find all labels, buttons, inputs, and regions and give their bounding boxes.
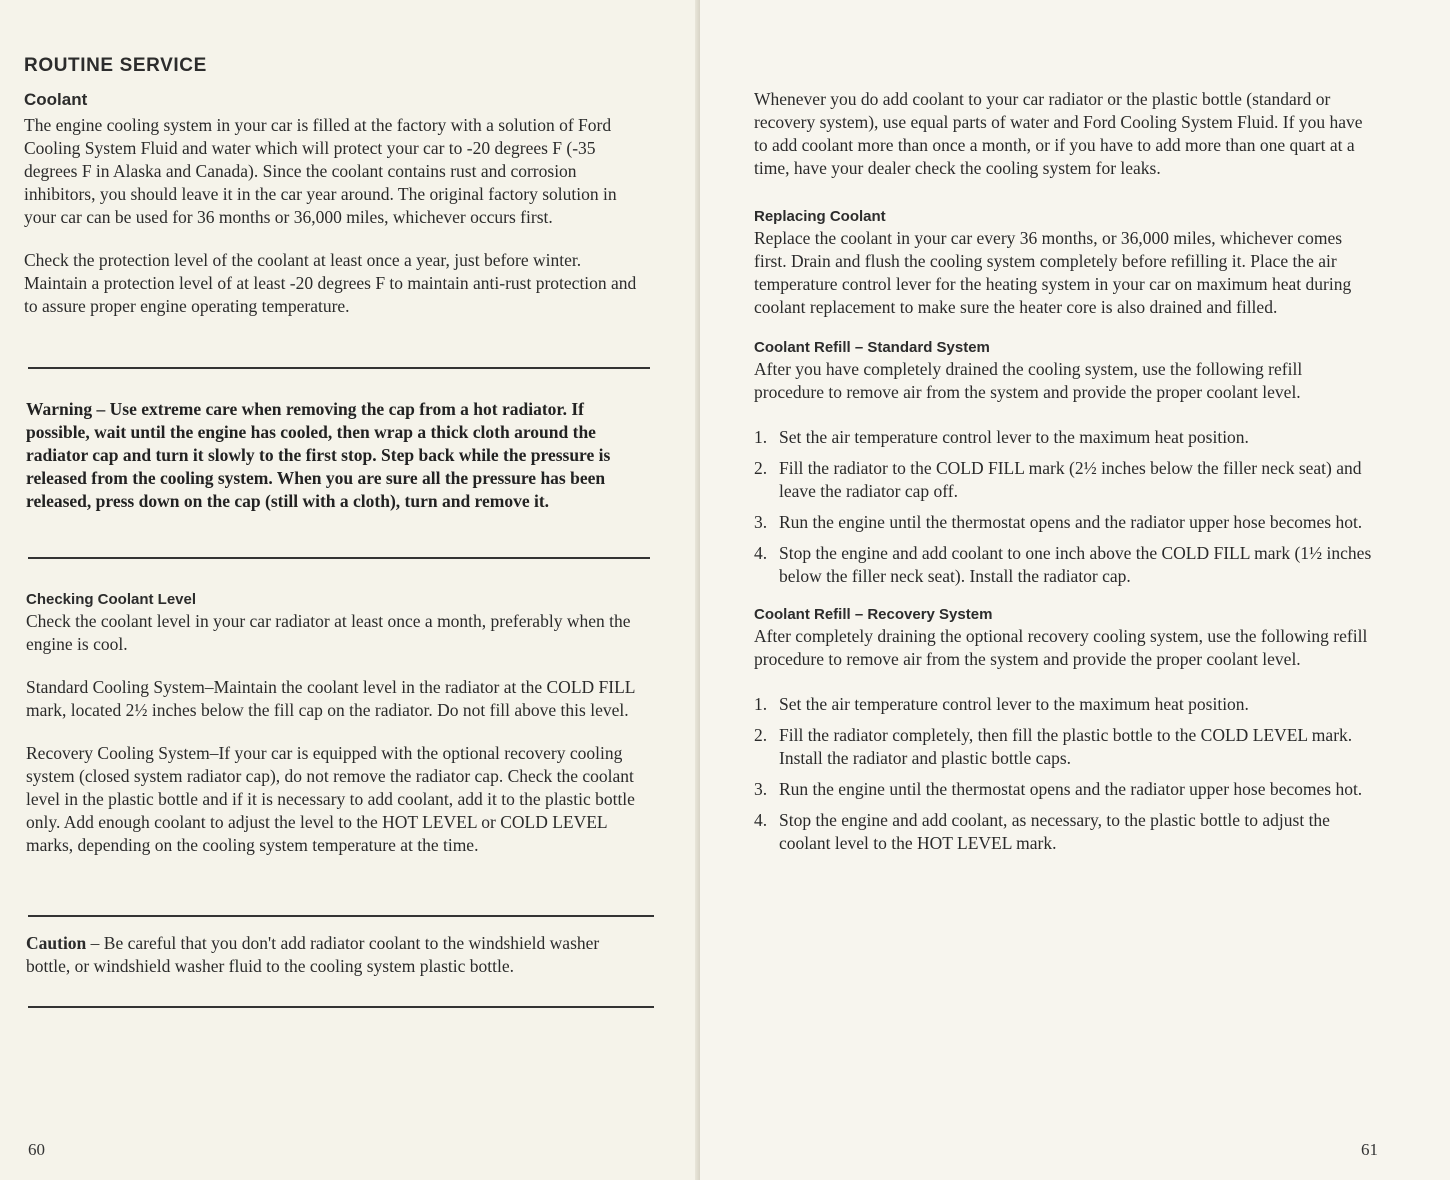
recovery-step-4 <box>754 809 1372 855</box>
step-text: Set the air temperature control lever to the maximum heat position. <box>779 427 1249 447</box>
standard-refill-steps <box>754 426 1372 588</box>
warning-top-rule <box>28 367 650 369</box>
recovery-step-2 <box>754 724 1372 770</box>
step-number: 3. <box>754 512 768 532</box>
caution-text: – Be careful that you don't add radiator coolant to the windshield washer bottle, or windshield washer fluid to the cooling system plastic bottle. <box>26 933 600 976</box>
step-text: Run the engine until the thermostat opens and the radiator upper hose becomes hot. <box>779 512 1363 532</box>
coolant-heading: Coolant <box>24 90 88 109</box>
recovery-step-1 <box>754 693 1372 716</box>
right-content <box>754 88 1372 863</box>
replacing-coolant-heading: Replacing Coolant <box>754 208 886 225</box>
step-number: 4. <box>754 810 768 830</box>
page-number-left: 60 <box>28 1140 45 1159</box>
page-number-right: 61 <box>1361 1140 1378 1159</box>
coolant-section <box>24 90 644 318</box>
replacing-coolant-paragraph: Replace the coolant in your car every 36 months, or 36,000 miles, whichever comes first. Drain and flush the cooling system completely before refilling it. Place the air temperature control lever for the heating system in your car on maximum heat during coolant replacement to make sure the heater core is also drained and filled. <box>754 228 1352 317</box>
caution-top-rule <box>28 915 654 917</box>
step-number: 2. <box>754 725 768 745</box>
checking-paragraph: Check the coolant level in your car radiator at least once a month, preferably when the engine is cool. <box>26 611 631 654</box>
warning-box <box>26 398 636 513</box>
caution-bottom-rule <box>28 1006 654 1008</box>
recovery-step-3 <box>754 778 1372 801</box>
warning-text: Warning – Use extreme care when removing the cap from a hot radiator. If possible, wait until the engine has cooled, then wrap a thick cloth around the radiator cap and turn it slowly to the first stop. Step back while the pressure is released from the cooling system. When you are sure all the pressure has been released, press down on the cap (still with a cloth), turn and remove it. <box>26 399 611 511</box>
recovery-cooling-paragraph: Recovery Cooling System–If your car is equipped with the optional recovery cooling system (closed system radiator cap), do not remove the radiator cap. Check the coolant level in the plastic bottle and if it is necessary to add coolant, add it to the plastic bottle only. Add enough coolant to adjust the level to the HOT LEVEL or COLD LEVEL marks, depending on the cooling system temperature at the time. <box>26 743 635 855</box>
step-text: Fill the radiator completely, then fill the plastic bottle to the COLD LEVEL mark. Install the radiator and plastic bottle caps. <box>779 725 1353 768</box>
step-text: Run the engine until the thermostat opens and the radiator upper hose becomes hot. <box>779 779 1363 799</box>
step-number: 1. <box>754 694 768 714</box>
section-title: ROUTINE SERVICE <box>24 55 207 76</box>
standard-step-1 <box>754 426 1372 449</box>
standard-step-2 <box>754 457 1372 503</box>
standard-refill-heading: Coolant Refill – Standard System <box>754 339 990 356</box>
coolant-intro-paragraph: The engine cooling system in your car is filled at the factory with a solution of Ford Cooling System Fluid and water which will protect your car to -20 degrees F (-35 degrees F in Alaska and Canada). Since the coolant contains rust and corrosion inhibitors, you should leave it in the car year around. The original factory solution in your car can be used for 36 months or 36,000 miles, whichever occurs first. <box>24 115 617 227</box>
step-text: Stop the engine and add coolant to one inch above the COLD FILL mark (1½ inches below the filler neck seat). Install the radiator cap. <box>779 543 1372 586</box>
step-number: 3. <box>754 779 768 799</box>
checking-section <box>26 591 652 857</box>
recovery-refill-paragraph: After completely draining the optional recovery cooling system, use the following refill procedure to remove air from the system and provide the proper coolant level. <box>754 626 1368 669</box>
step-number: 4. <box>754 543 768 563</box>
checking-heading: Checking Coolant Level <box>26 591 197 608</box>
caution-paragraph <box>26 932 636 978</box>
right-page <box>700 0 1450 1180</box>
protection-level-paragraph: Check the protection level of the coolant at least once a year, just before winter. Maintain a protection level of at least -20 degrees F to maintain anti-rust protection and to assure proper engine operating temperature. <box>24 250 637 316</box>
standard-step-4 <box>754 542 1372 588</box>
step-text: Fill the radiator to the COLD FILL mark (2½ inches below the filler neck seat) and leave the radiator cap off. <box>779 458 1362 501</box>
standard-refill-paragraph: After you have completely drained the cooling system, use the following refill procedure to remove air from the system and provide the proper coolant level. <box>754 359 1303 402</box>
caution-box <box>26 932 636 978</box>
standard-cooling-paragraph: Standard Cooling System–Maintain the coolant level in the radiator at the COLD FILL mark, located 2½ inches below the fill cap on the radiator. Do not fill above this level. <box>26 677 635 720</box>
standard-step-3 <box>754 511 1372 534</box>
step-text: Stop the engine and add coolant, as necessary, to the plastic bottle to adjust the coolant level to the HOT LEVEL mark. <box>779 810 1330 853</box>
step-number: 2. <box>754 458 768 478</box>
left-page <box>0 0 700 1180</box>
warning-bottom-rule <box>28 557 650 559</box>
recovery-refill-heading: Coolant Refill – Recovery System <box>754 606 993 623</box>
recovery-refill-steps <box>754 693 1372 855</box>
caution-label: Caution <box>26 933 87 953</box>
adding-coolant-paragraph: Whenever you do add coolant to your car radiator or the plastic bottle (standard or recovery system), use equal parts of water and Ford Cooling System Fluid. If you have to add coolant more than once a month, or if you have to add more than one quart at a time, have your dealer check the cooling system for leaks. <box>754 89 1363 178</box>
step-number: 1. <box>754 427 768 447</box>
step-text: Set the air temperature control lever to the maximum heat position. <box>779 694 1249 714</box>
